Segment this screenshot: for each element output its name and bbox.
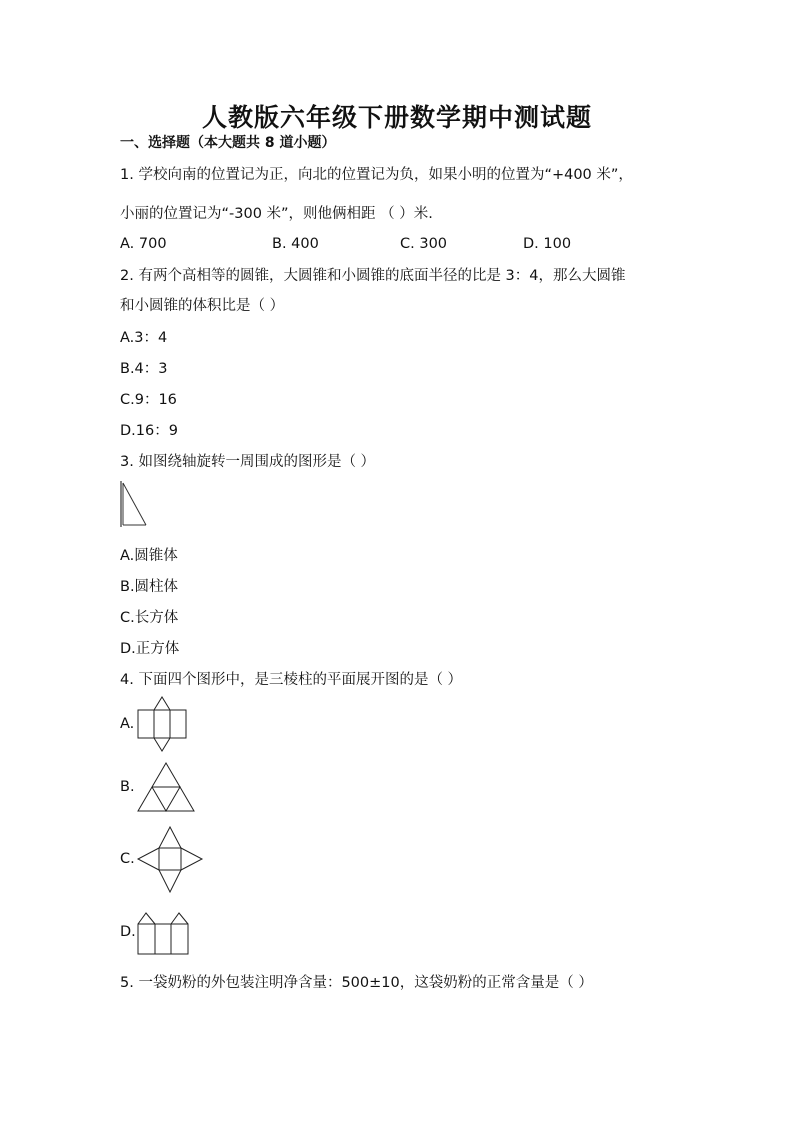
q1-option-a[interactable]: A. 700 [120, 236, 167, 252]
q3-option-c[interactable]: C.长方体 [120, 610, 179, 626]
q3-right-triangle-figure [118, 480, 152, 530]
q2-option-b[interactable]: B.4：3 [120, 361, 168, 377]
q1-stem-line1: 1. 学校向南的位置记为正，向北的位置记为负，如果小明的位置为“+400 米”， [120, 167, 633, 183]
q3-option-b[interactable]: B.圆柱体 [120, 579, 179, 595]
q1-option-b[interactable]: B. 400 [272, 236, 319, 252]
q1-stem-line2: 小丽的位置记为“-300 米”，则他俩相距 （ ）米. [120, 206, 433, 222]
q2-option-d[interactable]: D.16：9 [120, 423, 178, 439]
page-title: 人教版六年级下册数学期中测试题 [201, 103, 592, 132]
q3-stem: 3. 如图绕轴旋转一周围成的图形是（ ） [120, 454, 376, 470]
q4-option-a-label[interactable]: A. [120, 716, 135, 732]
triangle-hypotenuse [123, 483, 146, 525]
q3-option-d[interactable]: D.正方体 [120, 641, 180, 657]
q1-option-c[interactable]: C. 300 [400, 236, 448, 252]
q2-stem-line2: 和小圆锥的体积比是（ ） [120, 298, 285, 314]
q4-option-c-net-figure[interactable] [137, 826, 203, 894]
q2-stem-line1: 2. 有两个高相等的圆锥，大圆锥和小圆锥的底面半径的比是 3：4，那么大圆锥 [120, 268, 626, 284]
section-heading: 一、选择题（本大题共 8 道小题） [120, 135, 336, 151]
q4-option-a-net-figure[interactable] [137, 696, 189, 754]
q1-option-d[interactable]: D. 100 [523, 236, 572, 252]
q4-option-d-label[interactable]: D. [120, 924, 136, 940]
q4-option-b-net-figure[interactable] [138, 762, 196, 814]
q4-option-c-label[interactable]: C. [120, 851, 135, 867]
q2-option-a[interactable]: A.3：4 [120, 330, 168, 346]
q4-stem: 4. 下面四个图形中，是三棱柱的平面展开图的是（ ） [120, 672, 463, 688]
q5-stem: 5. 一袋奶粉的外包装注明净含量：500±10，这袋奶粉的正常含量是（ ） [120, 975, 593, 991]
q4-option-b-label[interactable]: B. [120, 779, 135, 795]
q2-option-c[interactable]: C.9：16 [120, 392, 177, 408]
q3-option-a[interactable]: A.圆锥体 [120, 548, 178, 564]
q4-option-d-net-figure[interactable] [137, 910, 191, 956]
